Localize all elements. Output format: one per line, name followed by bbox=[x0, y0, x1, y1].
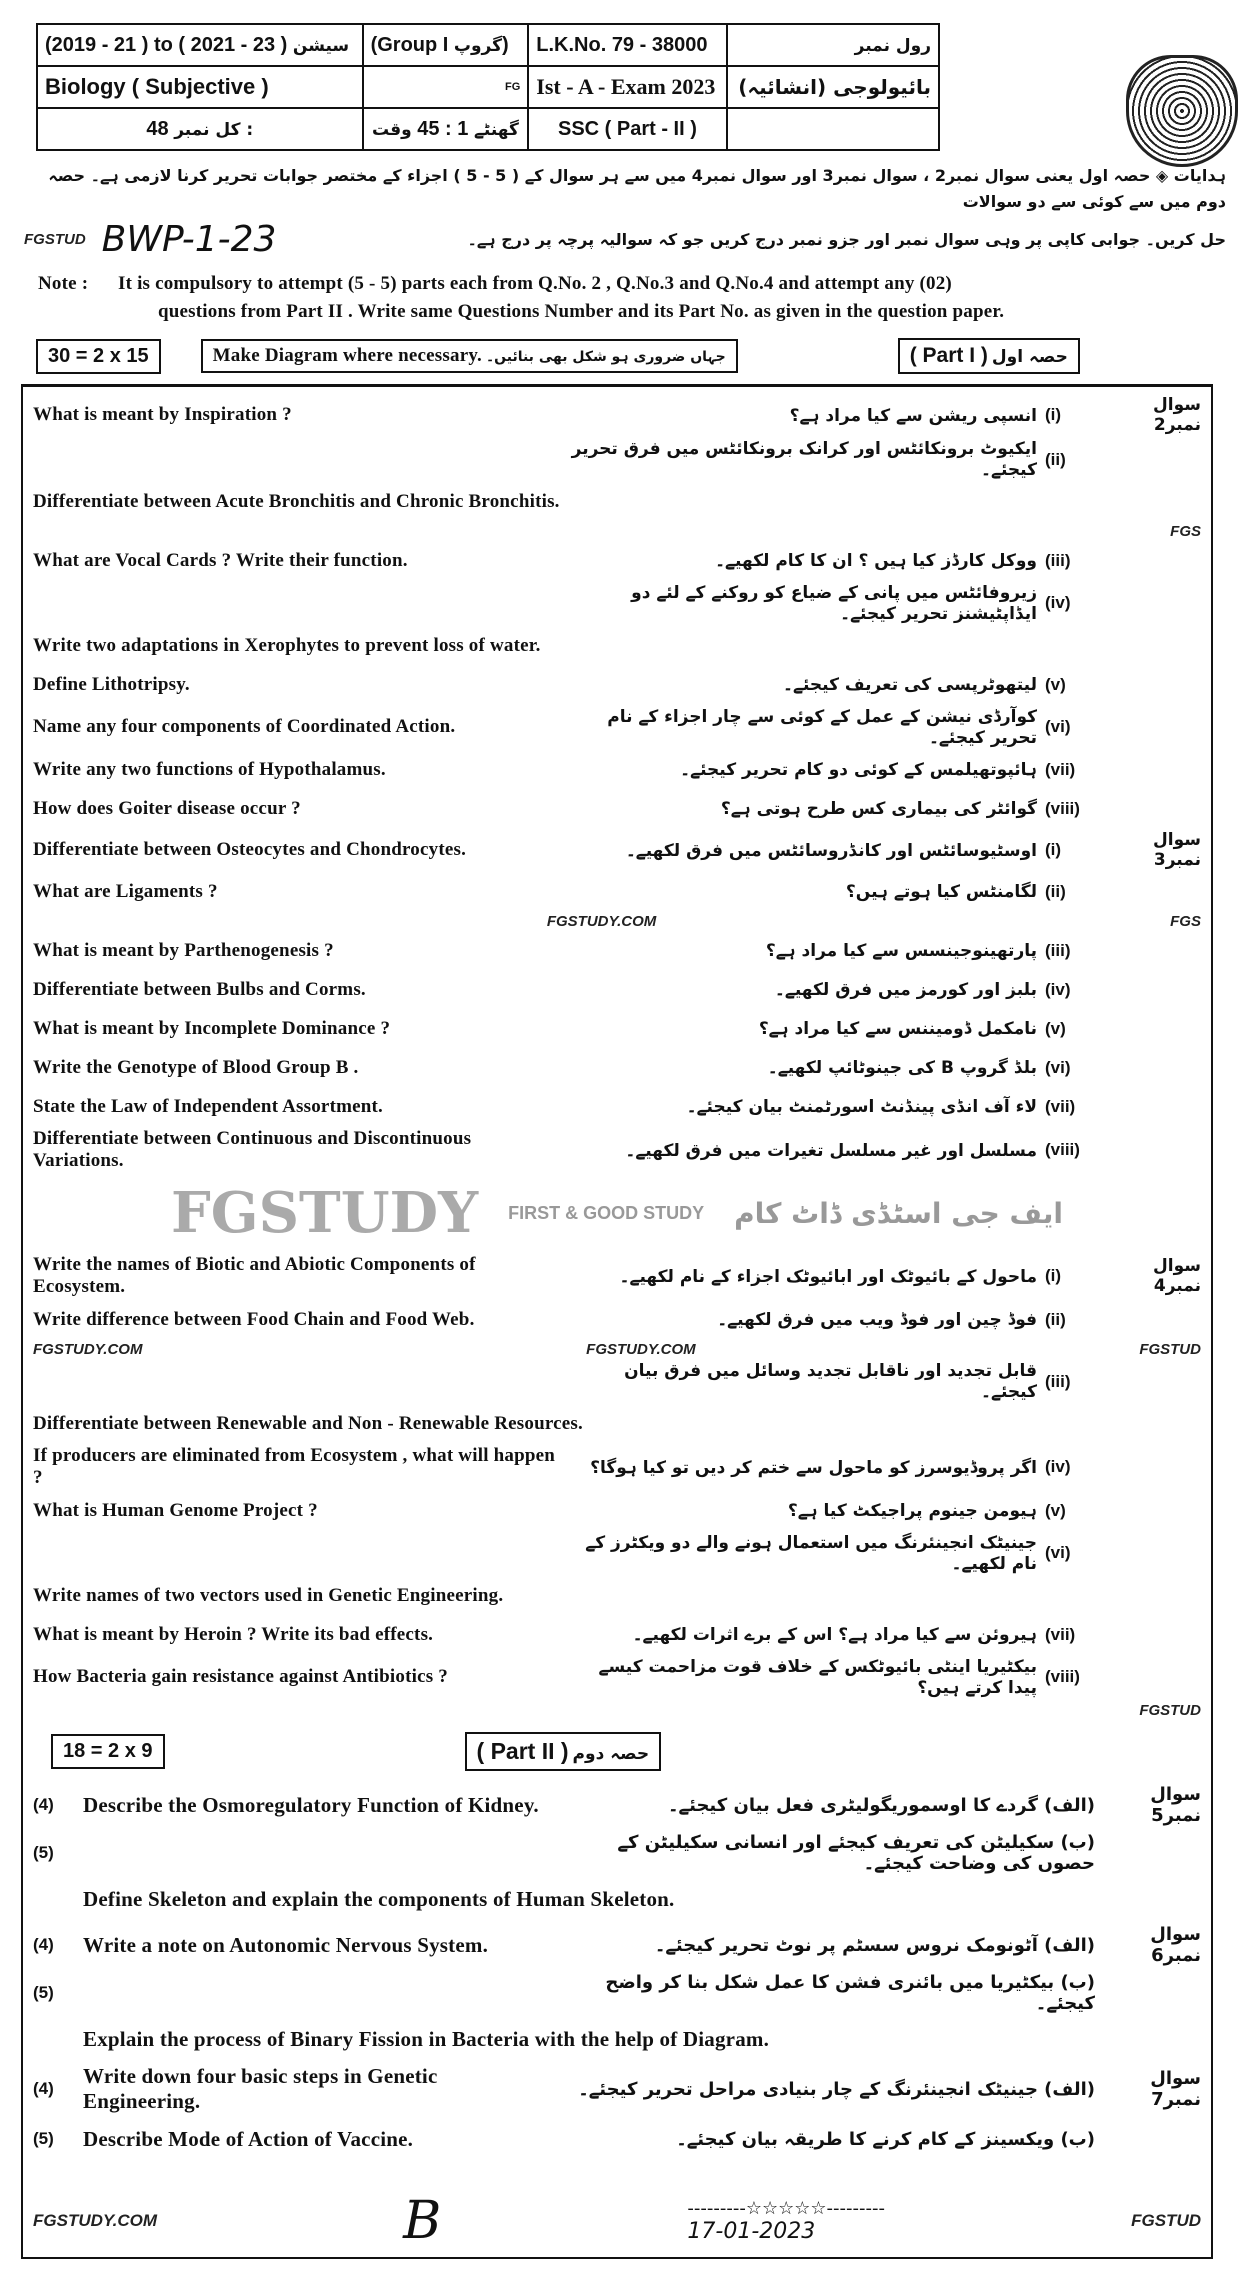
time-unit: گھنٹے bbox=[473, 119, 519, 140]
question-row bbox=[33, 665, 1201, 704]
part2-title-en: ( Part II ) bbox=[476, 1738, 569, 1764]
part2-questions bbox=[33, 1781, 1201, 2161]
part1-questions bbox=[33, 393, 1201, 1720]
watermark: FGSTUD bbox=[24, 231, 86, 248]
diagram-note bbox=[201, 339, 738, 373]
question-row bbox=[33, 2017, 1201, 2061]
question-row bbox=[33, 931, 1201, 970]
question-row bbox=[33, 1877, 1201, 1921]
question-text-ur: زیروفائٹس میں پانی کے ضیاع کو روکنے کے لئے دو ایڈاپٹیشنز تحریر کیجئے۔ bbox=[631, 583, 1037, 624]
header-table: (2019 - 21 ) to ( 2021 - 23 ) سیشن (Group I گروپ) L.K.No. 79 - 38000 رول نمبر Biology ( Subjective ) FG Ist - A - Exam 2023 بائیولوجی (انشائیہ) 48 کل نمبر : گھنٹے 1 : 45 وقت SSC ( Part - II ) bbox=[36, 23, 940, 151]
question-row bbox=[33, 1576, 1201, 1615]
question-part-number: (vi) bbox=[1045, 1057, 1071, 1077]
question-text: Write two adaptations in Xerophytes to prevent loss of water. bbox=[33, 634, 541, 656]
handwritten-date: 17-01-2023 bbox=[687, 2219, 816, 2244]
question-text-ur: کوآرڈی نیشن کے عمل کے کوئی سے چار اجزاء کے نام تحریر کیجئے۔ bbox=[607, 707, 1037, 748]
question-text: What is Human Genome Project ? bbox=[33, 1499, 318, 1521]
total-marks: 48 bbox=[146, 117, 169, 140]
question-part-number: (i) bbox=[1045, 1266, 1062, 1285]
handwritten-paper-code: BWP-1-23 bbox=[101, 219, 277, 260]
question-text-ur: (ب) سکیلیٹن کی تعریف کیجئے اور انسانی سکیلیٹن کے حصوں کی وضاحت کیجئے۔ bbox=[617, 1832, 1095, 1874]
question-row bbox=[33, 1491, 1201, 1530]
question-row bbox=[33, 2117, 1201, 2161]
question-row bbox=[33, 1252, 1201, 1300]
part1-title bbox=[898, 338, 1080, 374]
note-line-2: questions from Part II . Write same Questions Number and its Part No. as given in the question paper. bbox=[158, 301, 1005, 322]
subject-ur: بائیولوجی (انشائیہ) bbox=[738, 74, 931, 99]
question-number-label: سوال نمبر4 bbox=[1153, 1256, 1201, 1296]
watermark-row bbox=[33, 1700, 1201, 1720]
question-part-number: (ii) bbox=[1045, 1309, 1066, 1329]
question-row bbox=[33, 1530, 1201, 1576]
question-number-label: سوال نمبر7 bbox=[1150, 2068, 1201, 2110]
question-row bbox=[33, 1087, 1201, 1126]
question-text: Write names of two vectors used in Genetic Engineering. bbox=[33, 1584, 504, 1606]
question-part-number: (v) bbox=[1045, 1500, 1066, 1520]
question-text: Define Skeleton and explain the components of Human Skeleton. bbox=[83, 1886, 675, 1911]
question-text-ur: جینیٹک انجینئرنگ میں استعمال ہونے والے دو ویکٹرز کے نام لکھیے۔ bbox=[585, 1533, 1037, 1574]
question-text-ur: (ب) بیکٹیریا میں بائنری فشن کا عمل شکل بنا کر واضح کیجئے۔ bbox=[605, 1972, 1095, 2014]
note-line-1: It is compulsory to attempt (5 - 5) parts each from Q.No. 2 , Q.No.3 and Q.No.4 and attempt any (02) bbox=[118, 273, 952, 294]
session: (2019 - 21 ) to ( 2021 - 23 ) bbox=[45, 33, 288, 56]
question-text-ur: لیتھوٹرپسی کی تعریف کیجئے۔ bbox=[783, 675, 1037, 695]
marks: (4) bbox=[33, 2079, 54, 2098]
question-text-ur: بلڈ گروپ B کی جینوٹائپ لکھیے۔ bbox=[767, 1058, 1037, 1078]
question-text: How Bacteria gain resistance against Antibiotics ? bbox=[33, 1666, 448, 1687]
question-text-ur: لگامنٹس کیا ہوتے ہیں؟ bbox=[845, 882, 1037, 902]
watermark: FGSTUDY.COM bbox=[33, 2211, 158, 2230]
question-text: Name any four components of Coordinated Action. bbox=[33, 716, 456, 737]
question-text: Differentiate between Continuous and Discontinuous Variations. bbox=[33, 1128, 472, 1171]
question-row bbox=[33, 1969, 1201, 2017]
part1-marks: 30 = 2 x 15 bbox=[36, 339, 161, 374]
question-text: Differentiate between Bulbs and Corms. bbox=[33, 978, 366, 1000]
instructions-line1: ہدایات ◈ حصہ اول یعنی سوال نمبر2 ، سوال نمبر3 اور سوال نمبر4 میں سے ہر سوال کے ( 5 - 5 ) اجزاء کے مختصر جوابات تحریر کرنا لازمی ہے۔ حصہ دوم میں سے کوئی سے دو سوالات bbox=[48, 166, 1226, 211]
part2-title bbox=[465, 1732, 662, 1771]
question-text: What are Ligaments ? bbox=[33, 880, 218, 902]
instructions bbox=[24, 163, 1226, 260]
group-ur: گروپ bbox=[453, 35, 503, 56]
board-logo bbox=[1126, 55, 1238, 167]
question-text-ur: فوڈ چین اور فوڈ ویب میں فرق لکھیے۔ bbox=[717, 1310, 1037, 1330]
question-part-number: (viii) bbox=[1045, 1667, 1080, 1686]
watermark: FGSTUD bbox=[1131, 2211, 1201, 2230]
marks: (4) bbox=[33, 1795, 54, 1814]
question-text: Explain the process of Binary Fission in Bacteria with the help of Diagram. bbox=[83, 2026, 770, 2051]
question-part-number: (iv) bbox=[1045, 1457, 1071, 1476]
question-part-number: (v) bbox=[1045, 674, 1066, 694]
question-text-ur: ووکل کارڈز کیا ہیں ؟ ان کا کام لکھیے۔ bbox=[715, 551, 1037, 571]
question-text-ur: پارتھینوجینسس سے کیا مراد ہے؟ bbox=[765, 941, 1037, 961]
brand-watermark: FGSTUDY bbox=[171, 1180, 479, 1246]
marks: (5) bbox=[33, 1983, 54, 2002]
question-row bbox=[33, 704, 1201, 750]
question-text-ur: ہیروئن سے کیا مراد ہے؟ اس کے برے اثرات لکھیے۔ bbox=[632, 1625, 1037, 1645]
question-row bbox=[33, 437, 1201, 482]
total-marks-label: کل نمبر : bbox=[174, 119, 254, 140]
question-part-number: (iii) bbox=[1045, 550, 1071, 570]
urdu-watermark: ایف جی اسٹڈی ڈاٹ کام bbox=[734, 1196, 1063, 1230]
question-row bbox=[33, 1300, 1201, 1339]
question-row bbox=[33, 2061, 1201, 2117]
signature: B bbox=[403, 2191, 442, 2251]
instructions-text-1: حصہ اول یعنی سوال نمبر2 ، سوال نمبر3 اور سوال نمبر4 میں سے ہر سوال کے ( 5 - 5 ) اجزاء کے مختصر جوابات تحریر کرنا لازمی ہے۔ حصہ دوم میں سے کوئی سے دو سوالات bbox=[48, 166, 1226, 211]
marks: (5) bbox=[33, 1843, 54, 1862]
question-row bbox=[33, 1009, 1201, 1048]
question-row bbox=[33, 1048, 1201, 1087]
question-text: Write a note on Autonomic Nervous System. bbox=[83, 1932, 489, 1957]
question-text-ur: (الف) گردے کا اوسموریگولیٹری فعل بیان کیجئے۔ bbox=[668, 1794, 1095, 1816]
question-part-number: (iii) bbox=[1045, 940, 1071, 960]
time: 1 : 45 bbox=[417, 117, 469, 140]
question-text: Write down four basic steps in Genetic Engineering. bbox=[83, 2064, 438, 2113]
question-text-ur: اگر پروڈیوسرز کو ماحول سے ختم کر دیں تو کیا ہوگا؟ bbox=[590, 1457, 1037, 1478]
question-number-label: سوال نمبر5 bbox=[1150, 1784, 1201, 1826]
question-row bbox=[33, 1654, 1201, 1700]
fg-mark: FG bbox=[504, 81, 521, 93]
note-label: Note : bbox=[38, 273, 89, 294]
question-text-ur: انسپی ریشن سے کیا مراد ہے؟ bbox=[789, 405, 1037, 426]
question-text: Differentiate between Acute Bronchitis and Chronic Bronchitis. bbox=[33, 490, 560, 512]
question-text: Write any two functions of Hypothalamus. bbox=[33, 758, 386, 780]
question-row bbox=[33, 393, 1201, 437]
question-text-ur: (ب) ویکسینز کے کام کرنے کا طریقہ بیان کیجئے۔ bbox=[676, 2128, 1095, 2150]
question-text-ur: بلبز اور کورمز میں فرق لکھیے۔ bbox=[774, 980, 1037, 1000]
watermark: FGS bbox=[1170, 522, 1201, 540]
part2-title-ur: حصہ دوم bbox=[572, 1744, 650, 1764]
question-text-ur: ہائپوتھیلمس کے کوئی دو کام تحریر کیجئے۔ bbox=[680, 760, 1037, 780]
question-part-number: (i) bbox=[1045, 405, 1062, 424]
question-text-ur: قابل تجدید اور ناقابل تجدید وسائل میں فرق بیان کیجئے۔ bbox=[624, 1361, 1037, 1402]
end-stars: ---------☆☆☆☆☆--------- bbox=[687, 2198, 886, 2219]
question-row bbox=[33, 1443, 1201, 1491]
question-number-label: سوال نمبر6 bbox=[1150, 1924, 1201, 1966]
question-text-ur: گوائٹر کی بیماری کس طرح ہوتی ہے؟ bbox=[720, 799, 1037, 819]
part2-marks: 18 = 2 x 9 bbox=[51, 1734, 165, 1769]
question-text-ur: (الف) جینیٹک انجینئرنگ کے چار بنیادی مراحل تحریر کیجئے۔ bbox=[578, 2078, 1095, 2100]
question-part-number: (ii) bbox=[1045, 881, 1066, 901]
question-text-ur: مسلسل اور غیر مسلسل تغیرات میں فرق لکھیے۔ bbox=[625, 1140, 1037, 1161]
time-label: وقت bbox=[371, 119, 412, 140]
question-text: What are Vocal Cards ? Write their function. bbox=[33, 549, 408, 571]
exam-name: Ist - A - Exam 2023 bbox=[536, 74, 716, 99]
question-text: What is meant by Inspiration ? bbox=[33, 404, 292, 425]
question-part-number: (vii) bbox=[1045, 1624, 1076, 1644]
watermark-row bbox=[33, 1339, 1201, 1359]
question-part-number: (vi) bbox=[1045, 717, 1071, 736]
marks: (5) bbox=[33, 2129, 54, 2148]
watermark: FGS bbox=[1170, 912, 1201, 930]
note bbox=[38, 270, 1220, 326]
question-row bbox=[33, 970, 1201, 1009]
question-row bbox=[33, 541, 1201, 580]
tagline-watermark: FIRST & GOOD STUDY bbox=[508, 1202, 705, 1223]
question-row bbox=[33, 580, 1201, 626]
question-text-ur: نامکمل ڈومیننس سے کیا مراد ہے؟ bbox=[758, 1019, 1037, 1039]
question-text: Describe the Osmoregulatory Function of Kidney. bbox=[83, 1792, 539, 1817]
watermark: FGSTUDY.COM bbox=[586, 1340, 696, 1358]
question-row bbox=[33, 1359, 1201, 1404]
question-text: Describe Mode of Action of Vaccine. bbox=[83, 2126, 414, 2151]
question-text-ur: ماحول کے بائیوٹک اور ابائیوٹک اجزاء کے نام لکھیے۔ bbox=[619, 1266, 1037, 1287]
question-text-ur: ایکیوٹ برونکائٹس اور کرانک برونکائٹس میں فرق تحریر کیجئے۔ bbox=[571, 439, 1037, 480]
question-part-number: (v) bbox=[1045, 1018, 1066, 1038]
watermark: FGSTUD bbox=[1139, 1701, 1201, 1719]
question-number-label: سوال نمبر3 bbox=[1153, 830, 1201, 870]
question-row bbox=[33, 482, 1201, 521]
watermark-row bbox=[33, 911, 1201, 931]
question-row bbox=[33, 1829, 1201, 1877]
diagram-note-ur: جہاں ضروری ہو شکل بھی بنائیں۔ bbox=[485, 349, 726, 365]
question-row bbox=[33, 1781, 1201, 1829]
question-text: Write difference between Food Chain and Food Web. bbox=[33, 1308, 475, 1330]
session-label-ur: سیشن bbox=[292, 35, 350, 56]
question-row bbox=[33, 1126, 1201, 1174]
question-text-ur: (الف) آٹونومک نروس سسٹم پر نوٹ تحریر کیجئے۔ bbox=[654, 1934, 1095, 1956]
class: SSC ( Part - II ) bbox=[557, 117, 697, 140]
question-text-ur: لاء آف انڈی پینڈنٹ اسورٹمنٹ بیان کیجئے۔ bbox=[686, 1097, 1037, 1117]
instructions-label: ہدایات bbox=[1173, 166, 1226, 185]
lk-number: L.K.No. 79 - 38000 bbox=[536, 33, 708, 56]
watermark: FGSTUDY.COM bbox=[546, 912, 657, 930]
question-row bbox=[33, 789, 1201, 828]
roll-number-label: رول نمبر bbox=[854, 35, 931, 56]
footer bbox=[33, 2191, 1201, 2251]
question-part-number: (vii) bbox=[1045, 759, 1076, 779]
question-part-number: (viii) bbox=[1045, 1140, 1080, 1159]
question-part-number: (i) bbox=[1045, 840, 1062, 859]
question-part-number: (iv) bbox=[1045, 593, 1071, 612]
exam-paper bbox=[0, 23, 1250, 2279]
question-row bbox=[33, 872, 1201, 911]
question-part-number: (ii) bbox=[1045, 449, 1066, 469]
question-frame bbox=[21, 384, 1213, 2259]
question-row bbox=[33, 1615, 1201, 1654]
question-number-label: سوال نمبر2 bbox=[1153, 395, 1201, 435]
question-part-number: (viii) bbox=[1045, 798, 1080, 818]
group: (Group I bbox=[370, 33, 449, 56]
diagram-note-en: Make Diagram where necessary. bbox=[212, 345, 482, 366]
question-text: What is meant by Heroin ? Write its bad effects. bbox=[33, 1623, 434, 1645]
question-part-number: (iii) bbox=[1045, 1371, 1071, 1391]
watermark: FGSTUD bbox=[1139, 1340, 1201, 1358]
question-row bbox=[33, 626, 1201, 665]
marks: (4) bbox=[33, 1935, 54, 1954]
question-text-ur: اوسٹیوسائٹس اور کانڈروسائٹس میں فرق لکھیے۔ bbox=[625, 840, 1037, 861]
part2-header bbox=[51, 1732, 1201, 1771]
question-text-ur: ہیومن جینوم پراجیکٹ کیا ہے؟ bbox=[787, 1501, 1037, 1521]
part1-title-en: ( Part I ) bbox=[909, 344, 988, 367]
question-text: Differentiate between Renewable and Non - Renewable Resources. bbox=[33, 1412, 583, 1434]
watermark-row bbox=[33, 521, 1201, 541]
question-text: Define Lithotripsy. bbox=[33, 673, 190, 695]
brand-watermark-row bbox=[33, 1174, 1201, 1252]
question-text: State the Law of Independent Assortment. bbox=[33, 1095, 383, 1117]
question-text-ur: بیکٹیریا اینٹی بائیوٹکس کے خلاف قوت مزاحمت کیسے پیدا کرتے ہیں؟ bbox=[598, 1657, 1037, 1698]
instructions-text-2: حل کریں۔ جوابی کاپی پر وہی سوال نمبر اور جزو نمبر درج کریں جو کہ سوالیہ پرچہ پر درج ہے۔ bbox=[467, 230, 1226, 249]
question-row bbox=[33, 750, 1201, 789]
watermark: FGSTUDY.COM bbox=[33, 1340, 143, 1358]
question-row bbox=[33, 1404, 1201, 1443]
question-text: Write the names of Biotic and Abiotic Components of Ecosystem. bbox=[33, 1254, 476, 1297]
question-text: What is meant by Parthenogenesis ? bbox=[33, 939, 334, 961]
question-row bbox=[33, 828, 1201, 872]
question-part-number: (iv) bbox=[1045, 979, 1071, 999]
question-text: Differentiate between Osteocytes and Chondrocytes. bbox=[33, 839, 467, 860]
question-part-number: (vi) bbox=[1045, 1543, 1071, 1562]
question-text: What is meant by Incomplete Dominance ? bbox=[33, 1017, 391, 1039]
part1-title-ur: حصہ اول bbox=[991, 347, 1068, 367]
subject: Biology ( Subjective ) bbox=[45, 74, 269, 99]
question-row bbox=[33, 1921, 1201, 1969]
part1-header bbox=[36, 338, 1214, 374]
question-part-number: (vii) bbox=[1045, 1096, 1076, 1116]
question-text: How does Goiter disease occur ? bbox=[33, 797, 301, 819]
question-text: If producers are eliminated from Ecosystem , what will happen ? bbox=[33, 1445, 556, 1488]
question-text: Write the Genotype of Blood Group B . bbox=[33, 1056, 359, 1078]
